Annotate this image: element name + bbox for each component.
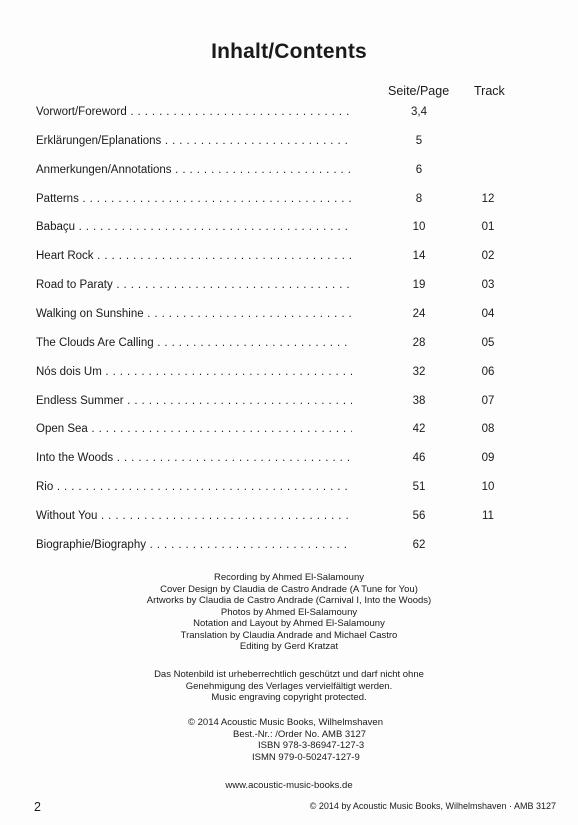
toc-entry [36,106,556,124]
toc-entry [36,164,556,182]
toc-entry-page: 32 [412,365,426,378]
toc-entry-track: 01 [481,221,495,234]
toc-entry-track: 09 [481,452,495,465]
toc-entry-title: Walking on Sunshine . . . [36,308,352,320]
toc-entry [36,395,556,413]
toc-entry-title: Nós dois Um . . . [36,366,352,378]
toc-entry-title: Babaçu . . . [36,221,352,233]
toc-entry-title: Anmerkungen/Annotations . . . [36,164,352,176]
toc-entry-track: 04 [481,307,495,320]
credit-line: Translation by Claudia Andrade and Michael Castro [180,629,398,641]
notice-line: Genehmigung des Verlages vervielfältigt werden. [185,680,393,692]
toc-entry-title: Open Sea . . . [36,423,352,435]
toc-entry-track: 11 [482,509,494,522]
toc-entry-page: 46 [412,452,426,465]
credit-line: Artworks by Claudia de Castro Andrade (Carnival I, Into the Woods) [146,595,432,606]
toc-entry-track: 08 [481,423,495,436]
toc-entry-page: 6 [415,163,423,176]
footer-copyright: © 2014 by Acoustic Music Books, Wilhelmshaven · AMB 3127 [309,801,556,811]
toc-entry [36,539,556,557]
toc-entry-page: 42 [412,423,426,436]
toc-entry-track: 07 [481,394,495,407]
toc-entry-page: 51 [412,481,426,494]
toc-entry-page: 62 [412,538,426,551]
notice-line: Das Notenbild ist urheberrechtlich geschützt und darf nicht ohne [154,669,424,680]
toc-entry [36,337,556,355]
toc-entry-track: 10 [481,481,495,494]
toc-entry [36,221,556,239]
toc-entry-title: Road to Paraty . . . [36,279,352,291]
toc-entry-page: 14 [412,250,426,263]
publisher-info [0,717,578,763]
toc-entry-title: Heart Rock . . . [36,250,352,262]
toc-entry-title: Erklärungen/Eplanations . . . [36,135,352,147]
toc-entry-title: Rio . . . [36,481,352,493]
toc-entry [36,481,556,499]
credit-line: Recording by Ahmed El-Salamouny [214,572,364,583]
toc-entry [36,279,556,297]
toc-entry-page: 10 [412,221,426,234]
toc-entry-title: Vorwort/Foreword . . . [36,106,352,118]
toc-entry-track: 06 [481,365,495,378]
toc-entry [36,250,556,268]
credit-line: Notation and Layout by Ahmed El-Salamouny [193,618,385,629]
credit-line: Cover Design by Claudia de Castro Andrade (A Tune for You) [160,583,418,595]
track-column-header: Track [474,84,505,98]
publisher-line: Best.-Nr.: /Order No. AMB 3127 [233,728,367,740]
toc-entry-page: 3,4 [411,106,427,118]
publisher-line: ISMN 979-0-50247-127-9 [252,751,360,763]
website-link[interactable]: www.acoustic-music-books.de [225,780,353,791]
toc-entry-page: 38 [412,394,426,407]
toc-entry-page: 28 [412,336,426,349]
publisher-line: ISBN 978-3-86947-127-3 [258,740,365,751]
page-number: 2 [34,800,41,814]
credit-line: Photos by Ahmed El-Salamouny [220,606,358,618]
toc-entry [36,452,556,470]
toc-entry-track: 05 [481,336,495,349]
toc-entry-track: 02 [481,250,495,263]
toc-entry-title: Endless Summer . . . [36,395,352,407]
toc-entry-page: 56 [412,509,426,522]
toc-entry [36,135,556,153]
toc-entry-title: Patterns . . . [36,193,352,205]
copyright-notice [0,669,578,704]
toc-entry-page: 24 [412,307,426,320]
toc-entry-title: Biographie/Biography . . . [36,539,352,551]
notice-line: Music engraving copyright protected. [211,692,367,703]
toc-entry-title: Without You . . . [36,510,352,522]
credits-block [0,572,578,653]
toc-entry-page: 5 [415,134,423,147]
credit-line: Editing by Gerd Kratzat [239,641,339,652]
toc-entry [36,193,556,211]
toc-entry-track: 12 [481,192,495,205]
toc-entry-page: 19 [412,279,426,292]
toc-entry-title: The Clouds Are Calling . . . [36,337,352,349]
toc-entry [36,510,556,528]
page-title: Inhalt/Contents [211,40,367,63]
toc-entry-title: Into the Woods . . . [36,452,352,464]
toc-entry-page: 8 [415,192,423,205]
publisher-line: © 2014 Acoustic Music Books, Wilhelmshaven [188,717,383,728]
page-column-header: Seite/Page [388,84,450,98]
toc-entry [36,423,556,441]
toc-entry-track: 03 [481,279,495,292]
toc-entry [36,366,556,384]
toc-entry [36,308,556,326]
